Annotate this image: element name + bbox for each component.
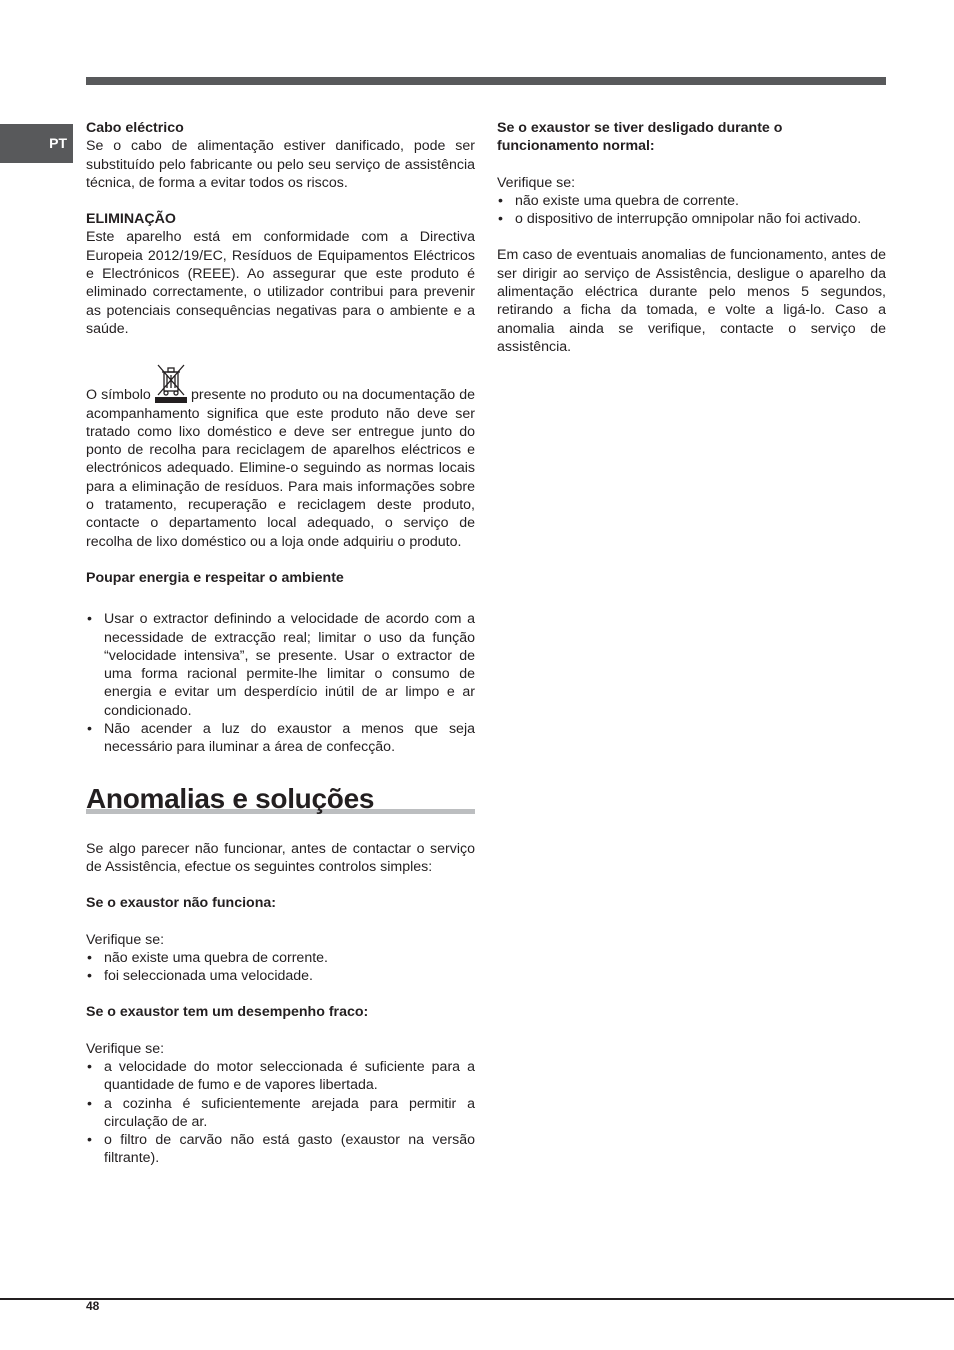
anomalias-intro: Se algo parecer não funcionar, antes de contactar o serviço de Assistência, efectue os seguintes controlos simples: [86, 840, 475, 875]
symbol-pre: O símbolo [86, 387, 151, 404]
section-title: Anomalias e soluções [86, 782, 375, 814]
cabo-text: Se o cabo de alimentação estiver danificado, pode ser substituído pelo fabricante ou pelo seu serviço de assistência técnica, de forma a evitar todos os riscos. [86, 138, 475, 191]
symbol-paragraph [86, 386, 475, 551]
elim-text: Este aparelho está em conformidade com a Directiva Europeia 2012/19/EC, Resíduos de Equipamentos Eléctricos e Electrónicos (REEE). Ao assegurar que este produto é eliminado correctamente, o utilizador contribui para prevenir as potenciais consequências negativas para o ambiente e a saúde. [86, 229, 475, 337]
nao-funciona-title: Se o exaustor não funciona: [86, 895, 276, 912]
desligado-title: Se o exaustor se tiver desligado durante o funcionamento normal: [497, 120, 783, 155]
elim-title: ELIMINAÇÃO [86, 211, 176, 228]
list-item: • a cozinha é suficientemente arejada para permitir a circulação de ar. [86, 1095, 475, 1132]
left-column [86, 119, 475, 1168]
verifique-label: Verifique se: [86, 931, 165, 948]
list-item: • Usar o extractor definindo a velocidade de acordo com a necessidade de extracção real; limitar o uso da função “velocidade intensiva”, se presente. Usar o extractor de uma forma racional permite-lhe limitar o consumo de energia e evitar um desperdício inútil de ar limpo e ar condicionado. [86, 610, 475, 720]
poupar-title: Poupar energia e respeitar o ambiente [86, 569, 344, 586]
list-item: • não existe uma quebra de corrente. [497, 192, 886, 210]
verifique-label: Verifique se: [497, 174, 576, 191]
verifique-label: Verifique se: [86, 1040, 165, 1057]
list-item: • Não acender a luz do exaustor a menos que seja necessário para iluminar a área de confecção. [86, 720, 475, 757]
list-item: • a velocidade do motor seleccionada é suficiente para a quantidade de fumo e de vapores libertada. [86, 1058, 475, 1095]
list-item: • o dispositivo de interrupção omnipolar não foi activado. [497, 210, 886, 228]
language-tab [0, 124, 73, 163]
fraco-list [86, 1058, 475, 1168]
list-item: • não existe uma quebra de corrente. [86, 949, 475, 967]
symbol-post: presente no produto ou na documentação de acompanhamento significa que este produto não deve ser tratado como lixo doméstico e deve ser entregue junto do ponto de recolha para reciclagem de aparelhos eléctricos e electrónicos adequado. Elimine-o seguindo as normas locais para a eliminação de resíduos. Para mais informações sobre o tratamento, recuperação e reciclagem deste produto, contacte o departamento local adequado, o serviço de recolha de lixo doméstico ou a loja onde adquiriu o produto. [86, 387, 475, 550]
language-label: PT [49, 135, 67, 152]
list-item: • foi seleccionada uma velocidade. [86, 967, 475, 985]
page-number: 48 [86, 1299, 100, 1313]
poupar-list [86, 610, 475, 756]
footer-rule [0, 1298, 954, 1300]
list-item: • o filtro de carvão não está gasto (exaustor na versão filtrante). [86, 1131, 475, 1168]
crossed-bin-icon [155, 363, 187, 403]
right-column [497, 119, 886, 356]
header-bar [86, 77, 886, 85]
desligado-list [497, 192, 886, 229]
nao-funciona-list [86, 949, 475, 986]
cabo-title: Cabo eléctrico [86, 120, 184, 136]
caso-text: Em caso de eventuais anomalias de funcionamento, antes de ser dirigir ao serviço de Assistência, desligue o aparelho da alimentação eléctrica durante pelo menos 5 segundos, retirando a ficha da tomada, e volte a ligá-lo. Caso a anomalia ainda se verifique, contacte o serviço de assistência. [497, 247, 886, 355]
fraco-title: Se o exaustor tem um desempenho fraco: [86, 1004, 369, 1021]
